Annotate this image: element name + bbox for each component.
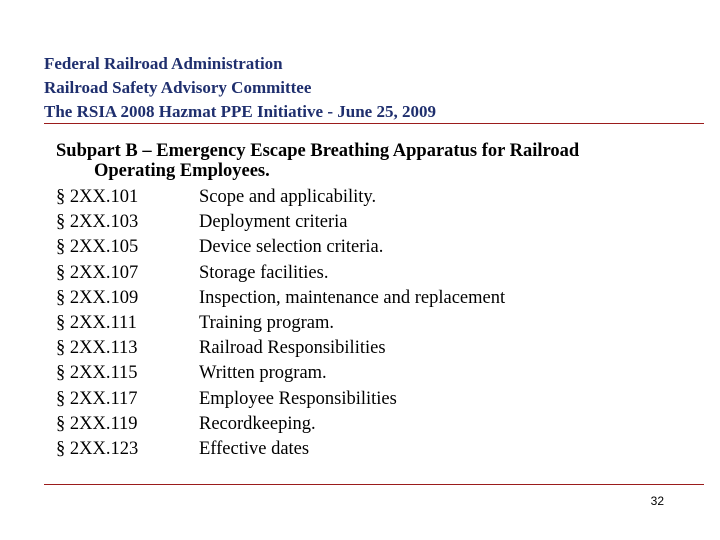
section-row [56, 261, 676, 286]
section-row [56, 235, 676, 260]
section-row [56, 437, 676, 462]
section-row [56, 185, 676, 210]
section-title: Recordkeeping. [199, 413, 316, 434]
section-title: Inspection, maintenance and replacement [199, 287, 506, 308]
section-title: Railroad Responsibilities [199, 338, 386, 359]
section-number: § 2XX.119 [56, 413, 138, 434]
header-divider [44, 123, 704, 124]
section-title: Written program. [199, 363, 327, 384]
section-row [56, 210, 676, 235]
section-title: Scope and applicability. [199, 187, 377, 207]
subpart-title [56, 141, 676, 181]
section-row [56, 387, 676, 412]
header-initiative: The RSIA 2008 Hazmat PPE Initiative - June 25, 2009 [44, 102, 436, 121]
section-number: § 2XX.109 [56, 287, 139, 308]
section-title: Training program. [199, 313, 334, 334]
page-number: 32 [650, 494, 664, 508]
section-number: § 2XX.107 [56, 262, 139, 283]
section-title: Effective dates [199, 439, 310, 460]
section-number: § 2XX.101 [56, 187, 139, 207]
section-number: § 2XX.123 [56, 439, 139, 460]
header-committee: Railroad Safety Advisory Committee [44, 78, 312, 97]
slide-header [44, 52, 684, 124]
section-row [56, 311, 676, 336]
section-row [56, 412, 676, 437]
section-list [56, 185, 676, 462]
section-number: § 2XX.105 [56, 237, 139, 258]
section-number: § 2XX.115 [56, 363, 138, 384]
subpart-title-line1: Subpart B – Emergency Escape Breathing Apparatus for Railroad [56, 141, 580, 161]
section-title: Deployment criteria [199, 212, 348, 233]
section-number: § 2XX.117 [56, 388, 138, 409]
section-number: § 2XX.113 [56, 338, 138, 359]
section-number: § 2XX.103 [56, 212, 139, 233]
subpart-title-line2: Operating Employees. [94, 161, 270, 181]
section-row [56, 336, 676, 361]
section-title: Storage facilities. [199, 262, 329, 283]
section-title: Employee Responsibilities [199, 388, 397, 409]
section-row [56, 286, 676, 311]
section-row [56, 361, 676, 386]
section-number: § 2XX.111 [56, 313, 137, 334]
footer-divider [44, 484, 704, 485]
section-title: Device selection criteria. [199, 237, 384, 258]
header-organization: Federal Railroad Administration [44, 54, 283, 73]
slide-content [56, 141, 676, 462]
